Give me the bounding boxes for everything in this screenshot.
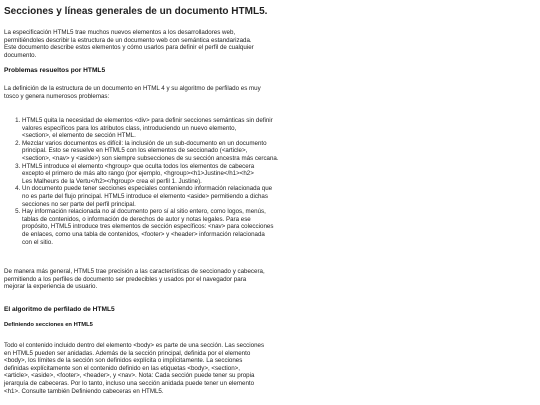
list-item: 2. Mezclar varios documentos es difícil: la inclusión de un sub-documento en un documento principal. Esto se resuelve en HTML5 con los elementos de seccionado (<article>, <section>, <nav> y <aside>) son siempre subsecciones de su sección ancestra más cercana. (22, 140, 352, 163)
list-item: 5. Hay información relacionada no al documento pero sí al sitio entero, como logos, menús, tablas de contenidos, o información de derechos de autor y notas legales. Para ese propósito, HTML5 introduce tres elementos de sección específicos: <nav> para colecciones de enlaces, como una tabla de contenidos, <footer> y <header> información relacionada con el sitio. (22, 208, 352, 246)
list-item: 1. HTML5 quita la necesidad de elementos <div> para definir secciones semánticas sin definir valores específicos para los atributos class, introduciendo un nuevo elemento, <section>, el elemento de sección HTML. (22, 117, 352, 140)
closing-paragraph: De manera más general, HTML5 trae precisión a las características de seccionado y cabecera, permitiendo a los perfiles de documento ser predecibles y usados por el navegador para mejorar la experiencia de usuario. (4, 268, 265, 291)
sections-paragraph: Todo el contenido incluido dentro del elemento <body> es parte de una sección. Las secciones en HTML5 pueden ser anidadas. Además de la sección principal, definida por el elemento <body>, los límites de la sección son definidos explícita o implícitamente. La secciones definidas explícitamente son el contenido definido en las etiquetas <body>, <section>, <article>, <aside>, <footer>, <header>, y <nav>. Nota: Cada sección puede tener su propia jerarquía de cabeceras. Por lo tanto, incluso una sección anidada puede tener un elemento <h1>. Consulte también Definiendo cabeceras en HTML5. (4, 342, 265, 395)
subsection-heading-sections: Definiendo secciones en HTML5 (4, 322, 93, 328)
problems-paragraph: La definición de la estructura de un documento en HTML 4 y su algoritmo de perfilado es muy tosco y genera numerosos problemas: (4, 85, 261, 100)
list-item: 4. Un documento puede tener secciones especiales conteniendo información relacionada que no es parte del flujo principal. HTML5 introduce el elemento <aside> permitiendo a dichas secciones no ser parte del perfil principal. (22, 185, 352, 208)
section-heading-problems: Problemas resueltos por HTML5 (4, 67, 106, 74)
section-heading-algorithm: El algoritmo de perfilado de HTML5 (4, 306, 115, 313)
list-item: 3. HTML5 introduce el elemento <hgroup> que oculta todos los elementos de cabecera excepto el primero de más alto rango (por ejemplo, <hgroup><h1>Justine</h1><h2> Les Malheurs de la Vertu</h2></hgroup> crea el perfil 1. Justine). (22, 163, 352, 186)
page-title: Secciones y líneas generales de un documento HTML5. (4, 6, 268, 17)
intro-paragraph: La especificación HTML5 trae muchos nuevos elementos a los desarrolladores web, permitiéndoles describir la estructura de un documento web con semántica estandarizada. Este documento describe estos elementos y cómo usarlos para definir el perfil de cualquier documento. (4, 29, 254, 59)
problems-list (4, 117, 352, 246)
